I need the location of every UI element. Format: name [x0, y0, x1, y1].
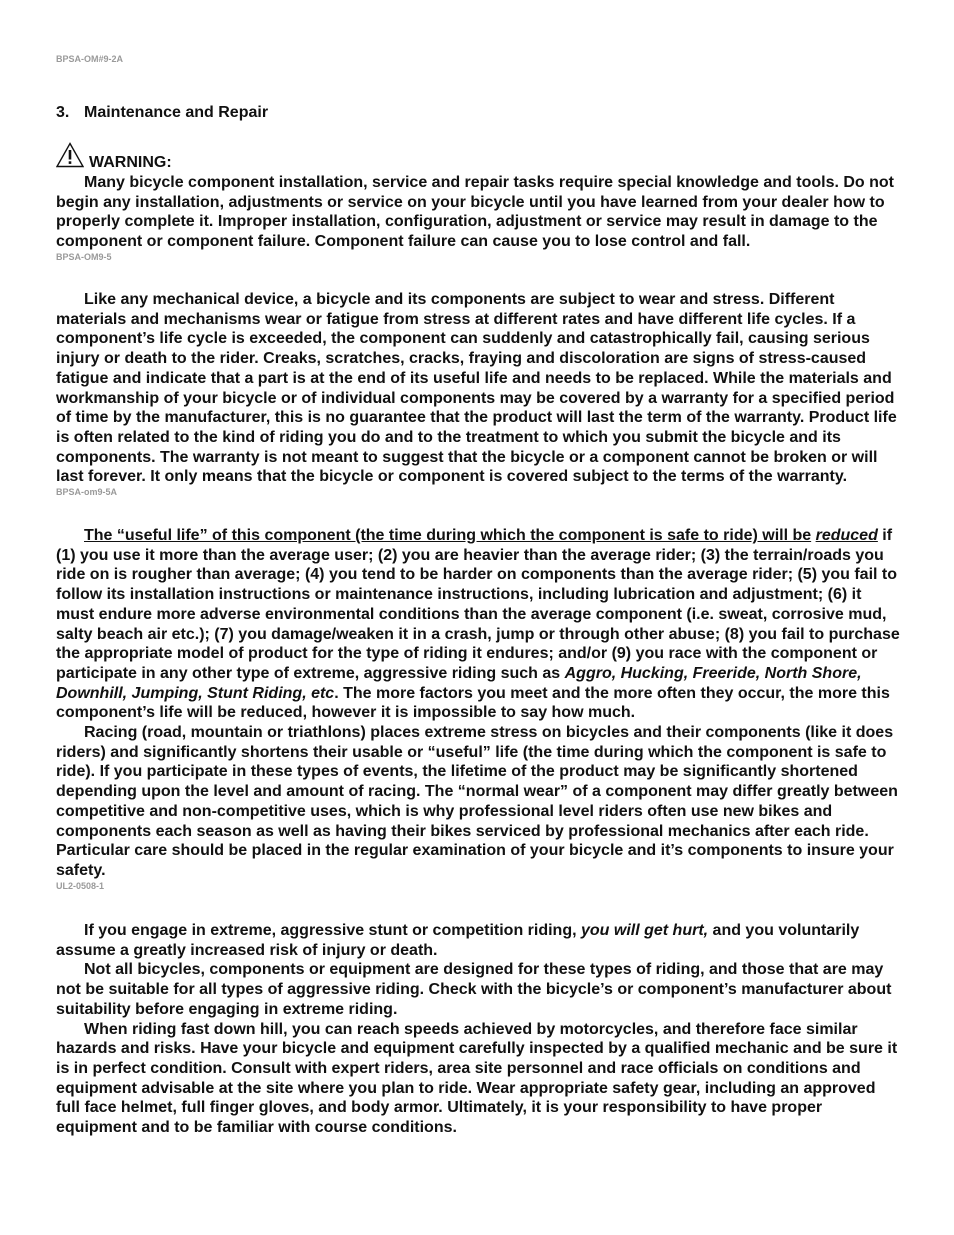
- racing-code: UL2-0508-1: [56, 880, 105, 891]
- extreme-riding-block: [56, 921, 900, 1138]
- extreme-text-a: If you engage in extreme, aggressive stunt or competition riding,: [84, 922, 581, 939]
- document-code: BPSA-OM#9-2A: [56, 54, 124, 64]
- wear-block: [56, 290, 900, 497]
- extreme-text-b: and you voluntarily assume a greatly increased risk of injury or death.: [56, 922, 860, 959]
- section-number: 3.: [56, 104, 70, 121]
- wear-paragraph: Like any mechanical device, a bicycle and its components are subject to wear and stress. Different materials and mechanisms wear or fatigue from stress at different rates and have different life cycles. If a component’s life cycle is exceeded, the component can suddenly and catastrophically fail, causing serious injury or death to the rider. Creaks, scratches, cracks, fraying and discoloration are signs of stress-caused fatigue and indicate that a part is at the end of its useful life and needs to be replaced. While the materials and workmanship of your bicycle or of individual components may be covered by a warranty for a specified period of time by the manufacturer, this is no guarantee that the product will last the term of the warranty. Product life is often related to the kind of riding you do and to the treatment to which you submit the bicycle and its components. The warranty is not meant to suggest that the bicycle or a component cannot be broken or will last forever. It only means that the bicycle or component is covered subject to the terms of the warranty.: [56, 291, 897, 486]
- extreme-italic: you will get hurt,: [580, 922, 709, 939]
- racing-paragraph: Racing (road, mountain or triathlons) places extreme stress on bicycles and their components (like it does riders) and significantly shortens their usable or “useful” life (the time during which the component is safe to ride). If you participate in these types of events, the lifetime of the product may be significantly shortened depending upon the level and amount of racing. The “normal wear” of a component may differ greatly between competitive and non-competitive uses, which is why professional level riders often use new bikes and components each season as well as having their bikes serviced by professional mechanics after each ride. Particular care should be placed in the regular examination of your bicycle and it’s components to insure your safety.: [56, 724, 898, 879]
- downhill-paragraph: When riding fast down hill, you can reach speeds achieved by motorcycles, and therefore face similar hazards and risks. Have your bicycle and equipment carefully inspected by a qualified mechanic and be sure it is in perfect condition. Consult with expert riders, area site personnel and race officials on conditions and equipment advisable at the site where you plan to ride. Wear appropriate safety gear, including an approved full face helmet, full finger gloves, and body armor. Ultimately, it is your responsibility to have proper equipment and to be familiar with course conditions.: [56, 1020, 898, 1137]
- warning-code: BPSA-OM9-5: [56, 251, 112, 262]
- useful-life-block: [56, 526, 900, 891]
- useful-life-underlined: The “useful life” of this component (the time during which the component is safe to ride) will be: [84, 527, 812, 544]
- section-heading: [56, 103, 268, 123]
- useful-life-text-a: if (1) you use it more than the average user; (2) you are heavier than the average rider; (3) the terrain/roads you ride on is rougher than average; (4) you tend to be harder on components than the average rider; (5) you fail to follow its installation instructions or maintenance instructions, including lubrication and adjustment; (6) it must endure more adverse environmental conditions than the average component (i.e. sweat, corrosive mud, salty beach air etc.); (7) you damage/weaken it in a crash, jump or through other abuse; (8) you fail to purchase the appropriate model of product for the type of riding it endures; and/or (9) you race with the component or participate in any other type of extreme, aggressive riding such as: [56, 527, 900, 682]
- warning-block: [56, 173, 900, 262]
- useful-life-text-b: . The more factors you meet and the more often they occur, the more this component’s life will be reduced, however it is impossible to say how much.: [56, 684, 890, 722]
- warning-label: WARNING:: [89, 154, 172, 171]
- useful-life-paragraph: [56, 526, 900, 723]
- warning-text: Many bicycle component installation, service and repair tasks require special knowledge and tools. Do not begin any installation, adjustments or service on your bicycle until you have learned from your dealer how to properly complete it. Improper installation, configuration, adjustment or service may result in damage to the component or component failure. Component failure can cause you to lose control and fall.: [56, 174, 894, 251]
- suitability-paragraph: Not all bicycles, components or equipment are designed for these types of riding, and those that are may not be suitable for all types of aggressive riding. Check with the bicycle’s or component’s manufacturer about suitability before engaging in extreme riding.: [56, 961, 892, 1018]
- useful-life-riding-types: Aggro, Hucking, Freeride, North Shore, Downhill, Jumping, Stunt Riding, etc: [56, 664, 862, 702]
- section-title: Maintenance and Repair: [84, 104, 269, 121]
- wear-code: BPSA-om9-5A: [56, 487, 118, 498]
- useful-life-reduced: reduced: [815, 527, 878, 544]
- warning-triangle-icon: [56, 142, 84, 168]
- extreme-paragraph: [56, 921, 900, 960]
